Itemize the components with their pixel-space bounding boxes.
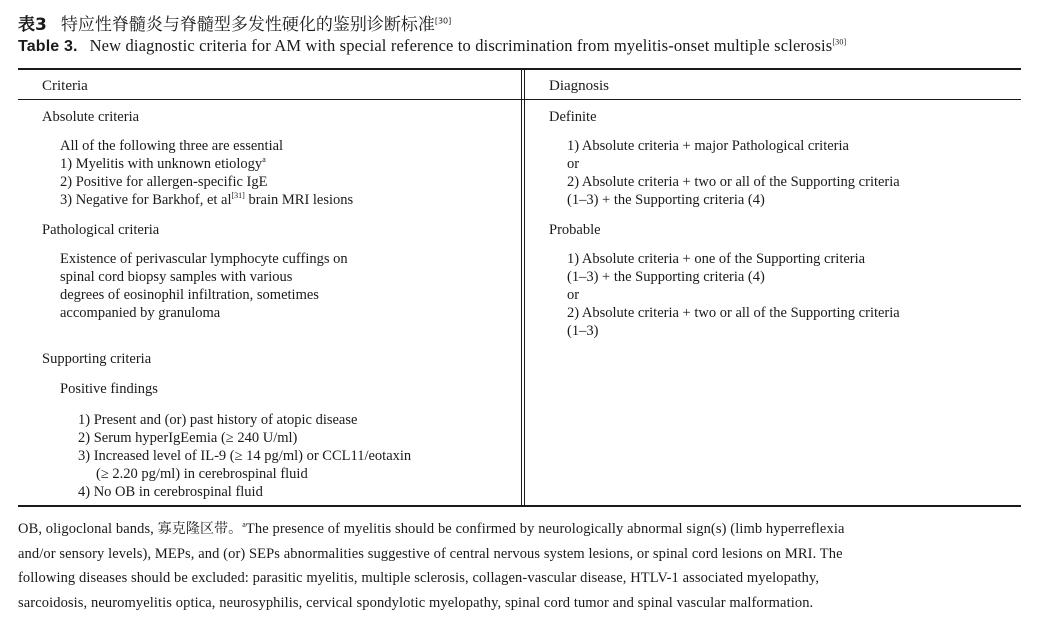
pathological-line: Existence of perivascular lymphocyte cuffings on bbox=[60, 251, 348, 267]
footnote-abbrev: OB, oligoclonal bands, bbox=[18, 521, 158, 537]
column-divider bbox=[524, 70, 525, 506]
footnote-text: The presence of myelitis should be confirmed by neurologically abnormal sign(s) (limb hyperreflexia bbox=[245, 521, 845, 537]
absolute-item-2: 2) Positive for allergen-specific IgE bbox=[60, 174, 268, 190]
column-header-criteria: Criteria bbox=[42, 78, 88, 94]
pathological-line: degrees of eosinophil infiltration, sometimes bbox=[60, 287, 319, 303]
table-label-english: Table 3. bbox=[18, 38, 78, 55]
supporting-item-4: 4) No OB in cerebrospinal fluid bbox=[78, 484, 263, 500]
footnote-mark: a bbox=[262, 155, 266, 165]
footnote-line: following diseases should be excluded: parasitic myelitis, multiple sclerosis, collagen-vascular disease, HTLV-1 associated myelopathy, bbox=[18, 570, 820, 586]
probable-line: or bbox=[567, 287, 580, 303]
absolute-item-3-suffix: brain MRI lesions bbox=[244, 192, 354, 208]
column-header-diagnosis: Diagnosis bbox=[549, 78, 609, 94]
definite-line: 1) Absolute criteria + major Pathological criteria bbox=[567, 138, 849, 154]
definite-line: or bbox=[567, 156, 580, 172]
probable-line: 2) Absolute criteria + two or all of the Supporting criteria bbox=[567, 305, 900, 321]
footnote-abbrev-chinese: 寡克隆区带。 bbox=[157, 521, 243, 537]
absolute-item-3 bbox=[60, 191, 353, 209]
table-title-english-text: New diagnostic criteria for AM with special reference to discrimination from myelitis-onset multiple sclerosis bbox=[89, 36, 833, 55]
table-title-english bbox=[18, 36, 846, 56]
table-header-rule bbox=[18, 99, 1021, 100]
absolute-intro: All of the following three are essential bbox=[60, 138, 284, 154]
citation-ref: [30] bbox=[832, 37, 847, 47]
footnote-mark: a bbox=[242, 520, 246, 530]
supporting-item-3-cont: (≥ 2.20 pg/ml) in cerebrospinal fluid bbox=[96, 466, 308, 482]
diagnosis-heading-definite: Definite bbox=[549, 109, 597, 125]
section-heading-absolute: Absolute criteria bbox=[42, 109, 140, 125]
supporting-item-1: 1) Present and (or) past history of atopic disease bbox=[78, 412, 358, 428]
definite-line: (1–3) + the Supporting criteria (4) bbox=[567, 192, 765, 208]
pathological-line: accompanied by granuloma bbox=[60, 305, 221, 321]
subheading-positive-findings: Positive findings bbox=[60, 381, 158, 397]
table-label-chinese: 表3 bbox=[18, 15, 47, 35]
absolute-item-1 bbox=[60, 155, 266, 173]
table-top-rule bbox=[18, 68, 1021, 70]
section-heading-supporting: Supporting criteria bbox=[42, 351, 152, 367]
pathological-line: spinal cord biopsy samples with various bbox=[60, 269, 293, 285]
column-divider bbox=[521, 70, 522, 506]
footnote-line bbox=[18, 517, 1023, 542]
probable-line: 1) Absolute criteria + one of the Supporting criteria bbox=[567, 251, 866, 267]
definite-line: 2) Absolute criteria + two or all of the Supporting criteria bbox=[567, 174, 900, 190]
table-title-chinese bbox=[18, 10, 451, 35]
footnote-line: and/or sensory levels), MEPs, and (or) SEPs abnormalities suggestive of central nervous system lesions, or spinal cord lesions on MRI. The bbox=[18, 545, 843, 562]
table-bottom-rule bbox=[18, 505, 1021, 507]
probable-line: (1–3) + the Supporting criteria (4) bbox=[567, 269, 765, 285]
section-heading-pathological: Pathological criteria bbox=[42, 222, 160, 238]
diagnosis-heading-probable: Probable bbox=[549, 222, 601, 238]
supporting-item-3: 3) Increased level of IL-9 (≥ 14 pg/ml) or CCL11/eotaxin bbox=[78, 448, 412, 464]
table-footnote bbox=[18, 517, 1023, 615]
footnote-line: sarcoidosis, neuromyelitis optica, neurosyphilis, cervical spondylotic myelopathy, spinal cord tumor and spinal vascular malformation. bbox=[18, 594, 814, 611]
citation-ref: [31] bbox=[231, 191, 245, 201]
citation-ref: [30] bbox=[434, 16, 452, 26]
absolute-item-1-text: 1) Myelitis with unknown etiology bbox=[60, 156, 263, 172]
probable-line: (1–3) bbox=[567, 323, 599, 339]
supporting-item-2: 2) Serum hyperIgEemia (≥ 240 U/ml) bbox=[78, 430, 298, 446]
table-title-chinese-text: 特应性脊髓炎与脊髓型多发性硬化的鉴别诊断标准 bbox=[60, 15, 435, 35]
absolute-item-3-text: 3) Negative for Barkhof, et al bbox=[60, 192, 232, 208]
